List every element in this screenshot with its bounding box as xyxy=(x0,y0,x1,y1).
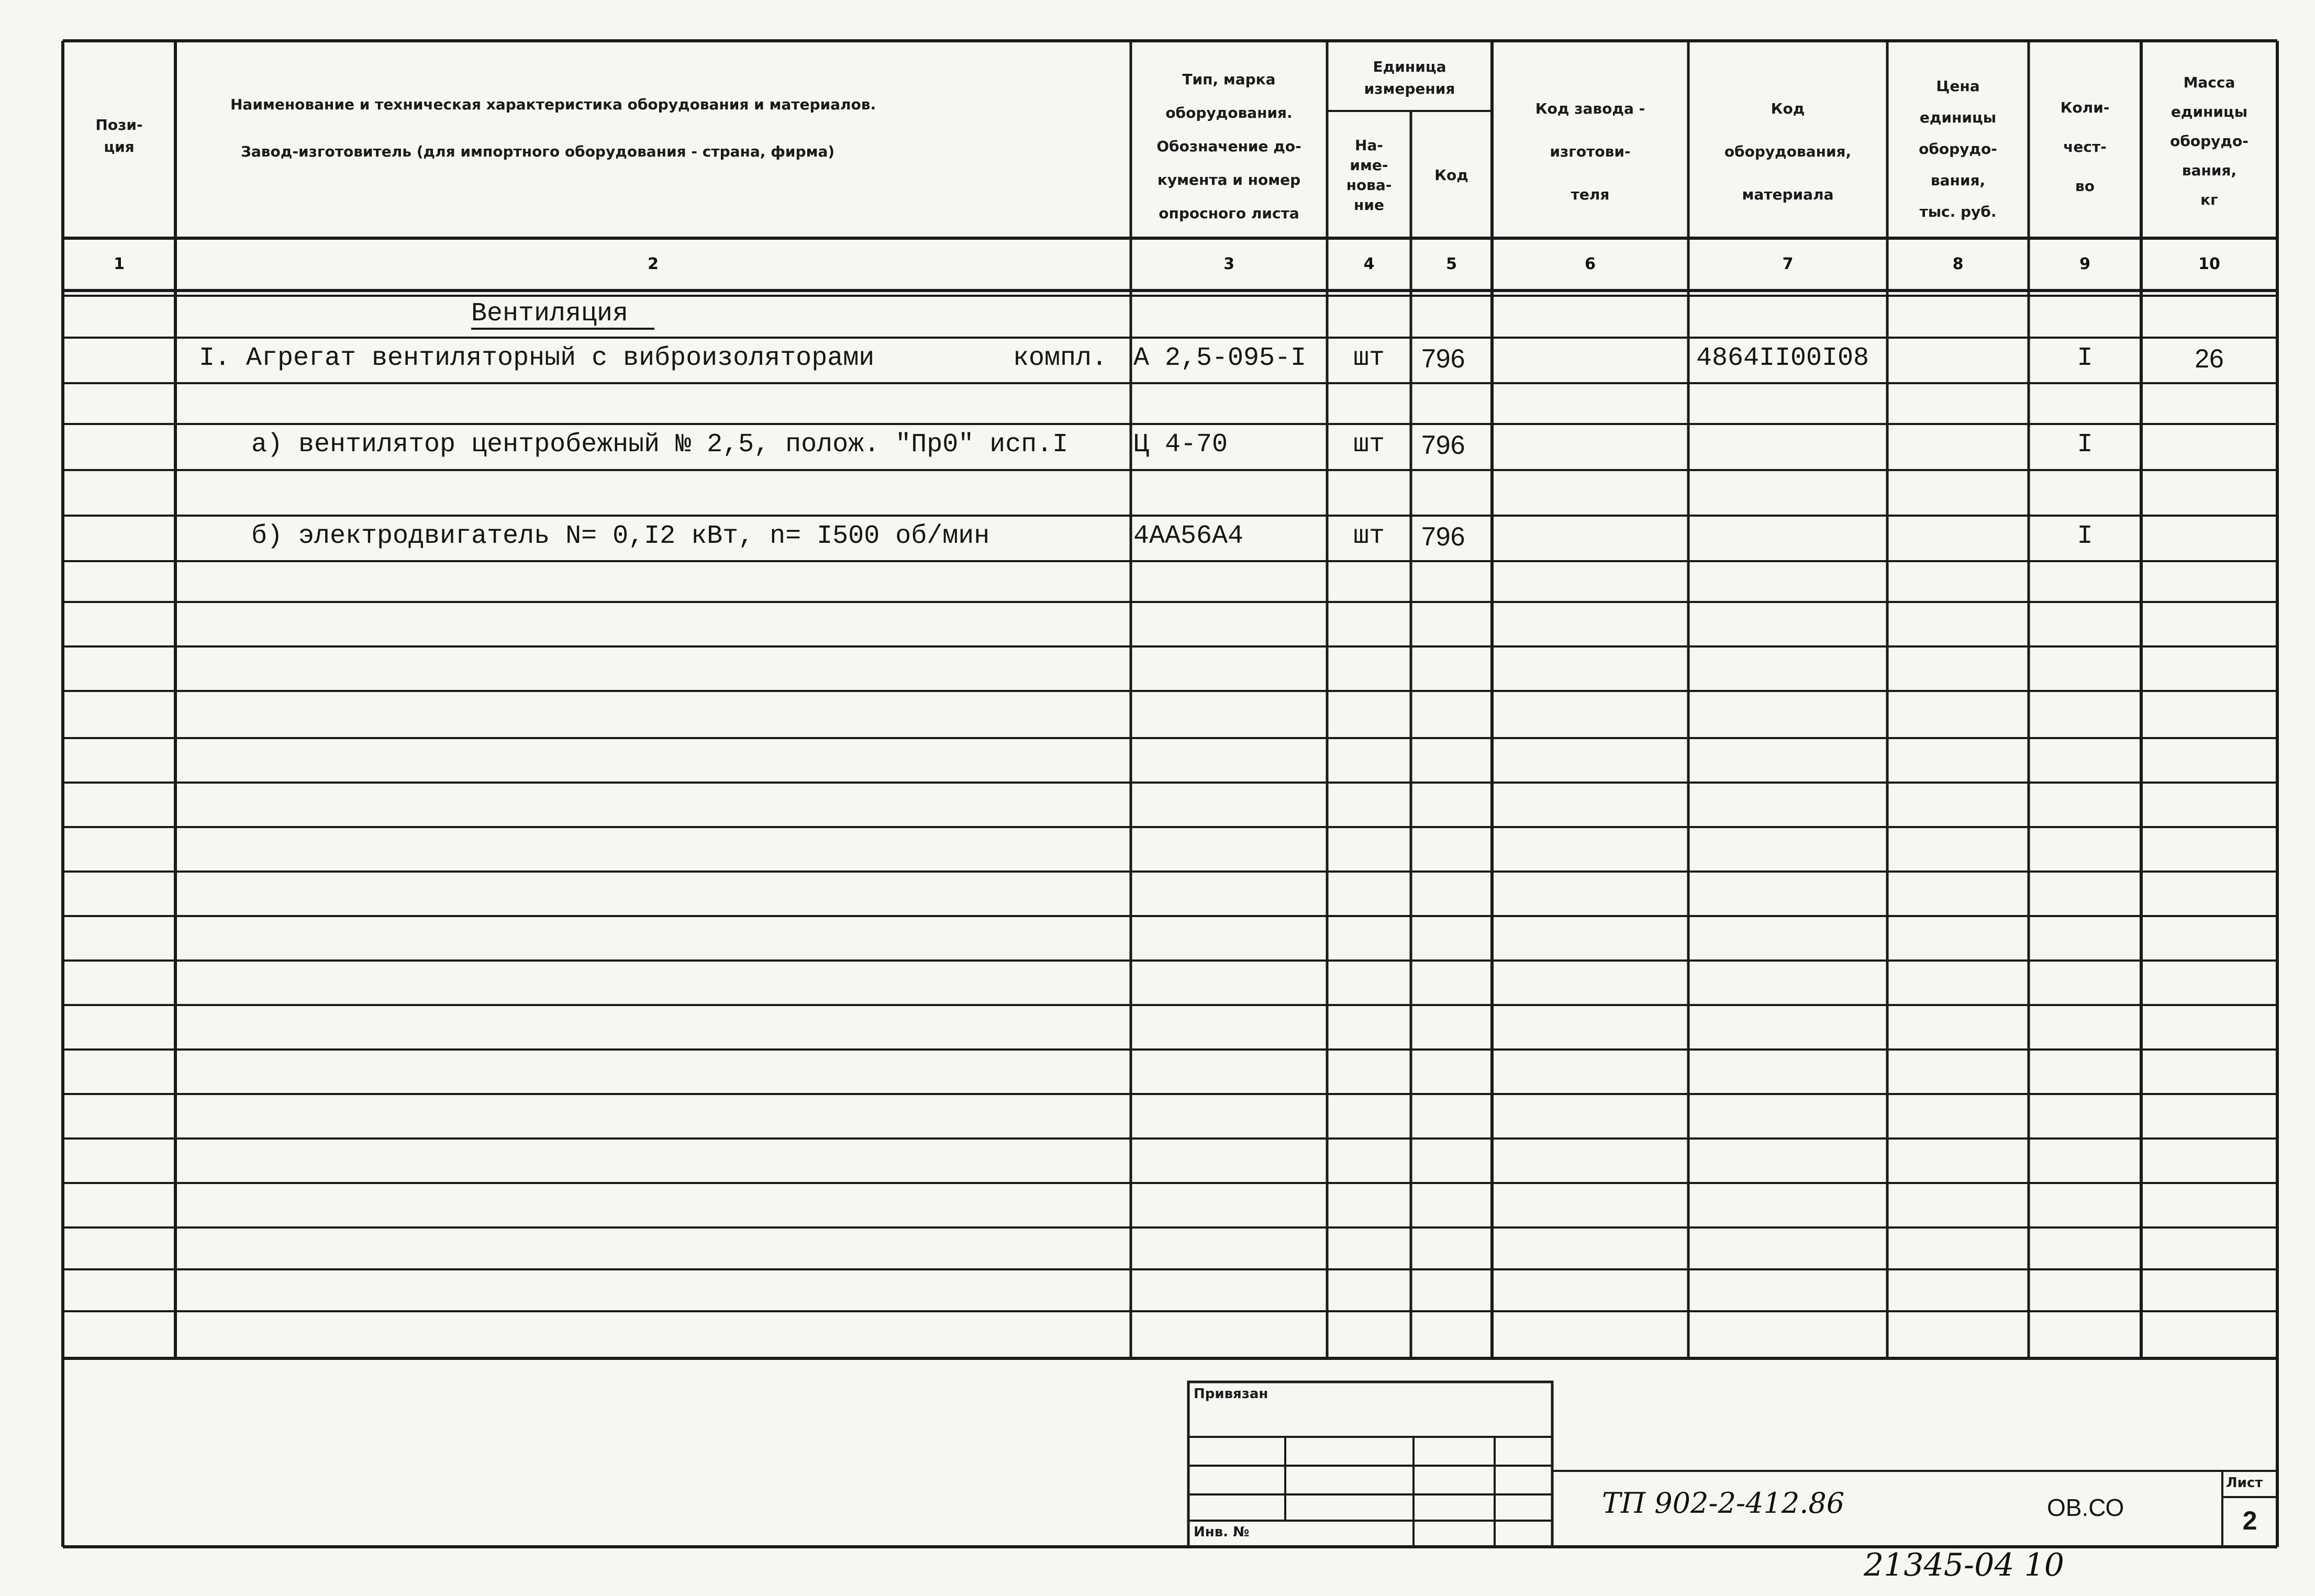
row-type: Ц 4-70 xyxy=(1133,430,1228,460)
column-number: 4 xyxy=(1363,255,1375,273)
column-number: 10 xyxy=(2198,255,2220,273)
row-unit-note: компл. xyxy=(1013,343,1108,373)
row-equipment-code: 4864II00I08 xyxy=(1696,343,1869,373)
header-name-line2: Завод-изготовитель (для импортного оборудования - страна, фирма) xyxy=(241,143,835,160)
row-unit: шт xyxy=(1353,343,1385,373)
header-unit-code: Код xyxy=(1434,166,1468,184)
row-mass: 26 xyxy=(2195,344,2224,373)
column-number: 7 xyxy=(1782,255,1794,273)
stamp-section-code: ОВ.СО xyxy=(2047,1494,2124,1521)
column-number: 3 xyxy=(1223,255,1234,273)
row-unit-code: 796 xyxy=(1421,344,1465,373)
row-unit: шт xyxy=(1353,521,1385,551)
header-price: Цена единицы оборудо- вания, тыс. руб. xyxy=(1919,77,1997,220)
section-title: Вентиляция xyxy=(471,299,629,329)
stamp-sheet-number: 2 xyxy=(2242,1506,2257,1535)
header-quantity: Коли- чест- во xyxy=(2060,98,2110,195)
header-unit-group: Единица измерения xyxy=(1364,58,1455,97)
column-number: 9 xyxy=(2079,255,2090,273)
archive-number: 21345-04 10 xyxy=(1864,1547,2064,1583)
column-number: 5 xyxy=(1446,255,1457,273)
header-type: Тип, марка оборудования. Обозначение до- кумента и номер опросного листа xyxy=(1156,71,1301,222)
header-mass: Масса единицы оборудо- вания, кг xyxy=(2170,74,2249,208)
column-number: 1 xyxy=(114,255,125,273)
row-name: I. Агрегат вентиляторный с виброизоляторами xyxy=(199,343,875,373)
stamp-inventory-label: Инв. № xyxy=(1194,1524,1250,1540)
row-unit: шт xyxy=(1353,430,1385,460)
row-type: 4АА56А4 xyxy=(1133,521,1244,551)
header-equipment-code: Код оборудования, материала xyxy=(1724,100,1852,203)
row-quantity: I xyxy=(2077,343,2093,373)
stamp-document-code: ТП 902-2-412.86 xyxy=(1602,1487,1845,1520)
stamp-sheet-label: Лист xyxy=(2226,1475,2263,1491)
row-unit-code: 796 xyxy=(1421,430,1465,460)
row-unit-code: 796 xyxy=(1421,522,1465,551)
column-number: 2 xyxy=(648,255,659,273)
column-number: 6 xyxy=(1585,255,1596,273)
stamp-bound-label: Привязан xyxy=(1194,1386,1268,1402)
column-number: 8 xyxy=(1952,255,1964,273)
row-name: а) вентилятор центробежный № 2,5, полож. "Пр0" исп.I xyxy=(251,430,1069,460)
header-plant-code: Код завода - изготови- теля xyxy=(1535,100,1645,203)
row-name: б) электродвигатель N= 0,I2 кВт, n= I500 об/мин xyxy=(251,521,990,551)
row-quantity: I xyxy=(2077,521,2093,551)
header-name-line1: Наименование и техническая характеристика оборудования и материалов. xyxy=(230,96,876,113)
row-quantity: I xyxy=(2077,430,2093,460)
row-type: А 2,5-095-I xyxy=(1133,343,1307,373)
header-unit-name: На- име- нова- ние xyxy=(1346,137,1392,214)
header-position: Пози- ция xyxy=(95,116,143,155)
